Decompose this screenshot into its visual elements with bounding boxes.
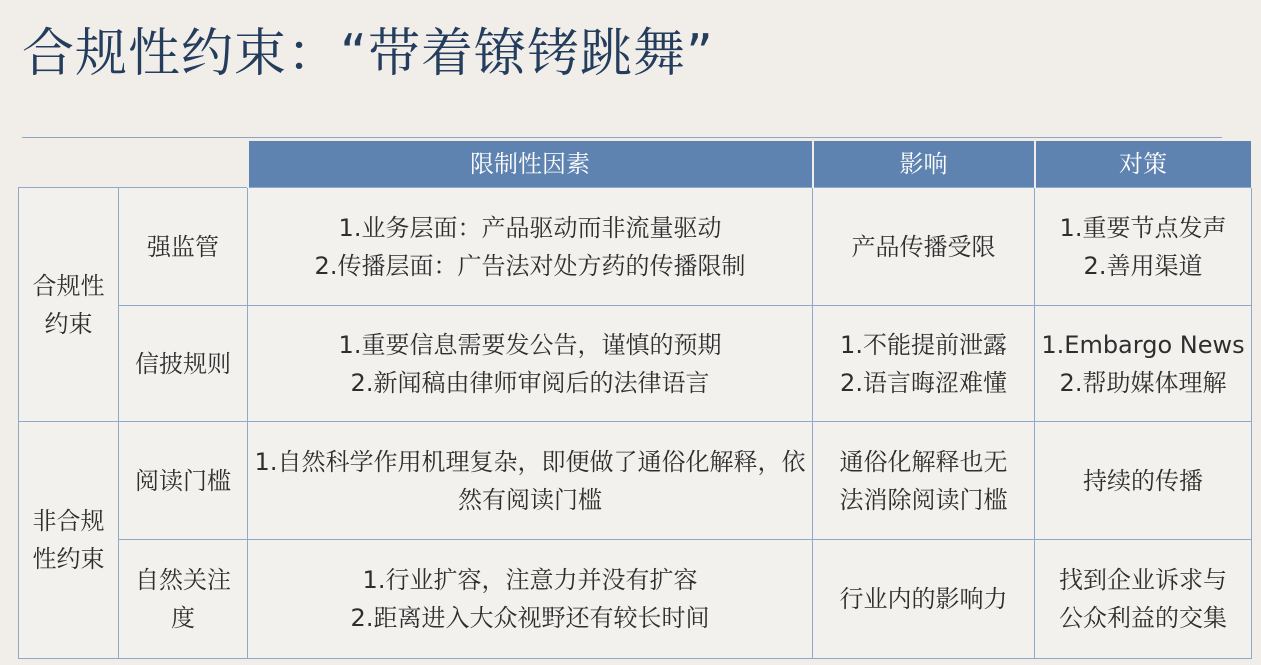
table-header-row: [19, 141, 1252, 188]
measure-line: 1.Embargo News: [1041, 330, 1245, 359]
group-label-line: 非合规: [32, 507, 105, 535]
factor-line: 1.重要信息需要发公告，谨慎的预期: [338, 330, 722, 359]
group-label-line: 性约束: [32, 545, 105, 573]
factors-cell: [248, 188, 813, 306]
factor-line: 2.新闻稿由律师审阅后的法律语言: [350, 368, 710, 397]
impact-line: 通俗化解释也无: [839, 447, 1008, 476]
row-name: 自然关注: [135, 566, 231, 594]
impact-line: 产品传播受限: [851, 232, 996, 261]
measure-line: 2.善用渠道: [1083, 251, 1203, 280]
group-label-compliance: [19, 188, 119, 422]
slide-title: 合规性约束：“带着镣铐跳舞”: [22, 24, 714, 84]
group-label-line: 合规性: [32, 271, 105, 300]
row-name: 强监管: [147, 232, 219, 261]
title-divider: [22, 137, 1222, 138]
factors-cell: [248, 422, 813, 540]
measures-cell: [1035, 540, 1252, 659]
measure-line: 找到企业诉求与: [1059, 566, 1227, 594]
impact-line: 法消除阅读门槛: [839, 485, 1008, 514]
factor-line: 1.行业扩容，注意力并没有扩容: [362, 566, 698, 594]
group-label-noncompliance: [19, 422, 119, 659]
header-impact: 影响: [813, 141, 1035, 188]
impact-cell: [813, 306, 1035, 422]
constraints-table: [18, 141, 1253, 659]
table-row: [19, 540, 1252, 659]
factor-line: 1.业务层面：产品驱动而非流量驱动: [338, 213, 722, 242]
factor-line: 2.距离进入大众视野还有较长时间: [350, 604, 710, 632]
table-row: [19, 306, 1252, 422]
table-row: [19, 188, 1252, 306]
measures-cell: [1035, 188, 1252, 306]
table-row: [19, 422, 1252, 540]
impact-cell: [813, 188, 1035, 306]
factor-line: 1.自然科学作用机理复杂，即便做了通俗化解释，依然有阅读门槛: [254, 447, 806, 514]
header-blank: [19, 141, 248, 188]
measure-line: 1.重要节点发声: [1059, 213, 1227, 242]
group-label-line: 约束: [44, 309, 93, 338]
factors-cell: [248, 306, 813, 422]
header-measures: 对策: [1035, 141, 1252, 188]
impact-line: 1.不能提前泄露: [840, 330, 1007, 359]
impact-line: 行业内的影响力: [839, 585, 1008, 613]
measure-line: 公众利益的交集: [1059, 604, 1227, 632]
factors-cell: [248, 540, 813, 659]
impact-line: 2.语言晦涩难懂: [840, 368, 1007, 397]
measure-line: 持续的传播: [1083, 466, 1203, 495]
row-name-cell: [119, 540, 248, 659]
factor-line: 2.传播层面：广告法对处方药的传播限制: [314, 251, 746, 280]
measures-cell: [1035, 306, 1252, 422]
row-name-cell: [119, 422, 248, 540]
row-name: 阅读门槛: [135, 466, 231, 495]
header-factors: 限制性因素: [248, 141, 813, 188]
row-name-cell: [119, 306, 248, 422]
measure-line: 2.帮助媒体理解: [1059, 368, 1227, 397]
row-name: 度: [171, 604, 195, 632]
measures-cell: [1035, 422, 1252, 540]
impact-cell: [813, 422, 1035, 540]
impact-cell: [813, 540, 1035, 659]
row-name: 信披规则: [135, 349, 231, 378]
row-name-cell: [119, 188, 248, 306]
